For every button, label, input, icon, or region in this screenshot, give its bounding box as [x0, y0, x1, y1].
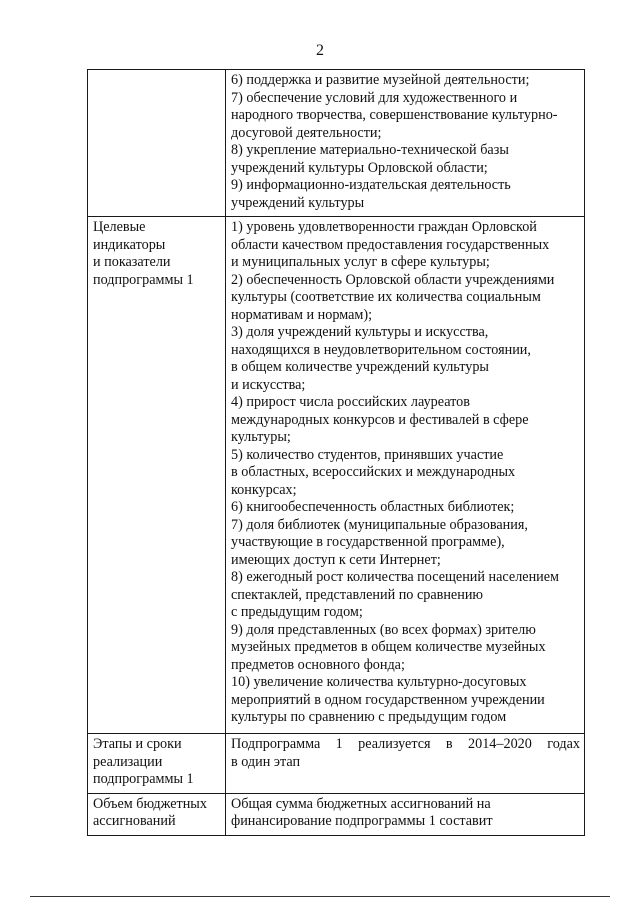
- passport-table: [87, 69, 585, 836]
- label-line: реализации: [93, 753, 163, 770]
- text-line: имеющих доступ к сети Интернет;: [231, 551, 441, 568]
- text-line: учреждений культуры Орловской области;: [231, 159, 488, 176]
- text-line: с предыдущим годом;: [231, 604, 363, 620]
- text-line: учреждений культуры: [231, 194, 365, 211]
- label-line: ассигнований: [93, 813, 176, 829]
- text-line: 2) обеспеченность Орловской области учреждениями: [231, 271, 555, 288]
- text-line: 8) ежегодный рост количества посещений населением: [231, 569, 560, 585]
- row-value-indicators: [226, 217, 585, 734]
- text-line: предметов основного фонда;: [231, 656, 405, 673]
- text-line: досуговой деятельности;: [231, 124, 382, 141]
- label-line: Целевые: [93, 219, 146, 235]
- text-line: в областных, всероссийских и международных: [231, 464, 516, 480]
- text-line: области качеством предоставления государственных: [231, 236, 550, 253]
- text-line: народного творчества, совершенствование культурно-: [231, 107, 558, 123]
- text-line: культуры;: [231, 429, 291, 445]
- label-line: подпрограммы 1: [93, 771, 194, 787]
- text-line: культуры (соответствие их количества социальным: [231, 289, 541, 305]
- text-line: 3) доля учреждений культуры и искусства,: [231, 324, 489, 340]
- text-line: международных конкурсов и фестивалей в сфере: [231, 411, 529, 428]
- text-line: участвующие в государственной программе),: [231, 534, 505, 550]
- table-row: [88, 217, 585, 734]
- text-line: спектаклей, представлений по сравнению: [231, 586, 484, 603]
- text-line: Общая сумма бюджетных ассигнований на: [231, 795, 491, 812]
- text-line: музейных предметов в общем количестве музейных: [231, 639, 546, 655]
- text-line: 6) поддержка и развитие музейной деятельности;: [231, 72, 530, 88]
- text-line: 5) количество студентов, принявших участие: [231, 446, 504, 463]
- text-line: 1) уровень удовлетворенности граждан Орловской: [231, 219, 537, 235]
- text-line: находящихся в неудовлетворительном состоянии,: [231, 341, 531, 358]
- label-line: подпрограммы 1: [93, 271, 194, 288]
- text-line: и муниципальных услуг в сфере культуры;: [231, 254, 490, 270]
- row-value-stages: [226, 734, 585, 794]
- text-line: Подпрограмма 1 реализуется в 2014–2020 годах: [231, 736, 580, 752]
- text-line: конкурсах;: [231, 481, 297, 498]
- text-line: 8) укрепление материально-технической базы: [231, 142, 509, 158]
- text-line: 10) увеличение количества культурно-досуговых: [231, 674, 527, 690]
- row-label-budget: [88, 793, 226, 835]
- text-line: 7) доля библиотек (муниципальные образования,: [231, 516, 528, 533]
- page-bottom-rule: [30, 896, 610, 897]
- text-line: мероприятий в одном государственном учреждении: [231, 691, 545, 708]
- page-number: 2: [316, 42, 324, 59]
- text-line: 4) прирост числа российских лауреатов: [231, 394, 470, 410]
- row-label-stages: [88, 734, 226, 794]
- table-row: [88, 70, 585, 217]
- row-label: [88, 70, 226, 217]
- text-line: 7) обеспечение условий для художественного и: [231, 89, 518, 106]
- text-line: 9) доля представленных (во всех формах) зрителю: [231, 621, 536, 638]
- row-label-indicators: [88, 217, 226, 734]
- label-line: индикаторы: [93, 236, 166, 253]
- table-row: [88, 793, 585, 835]
- text-line: и искусства;: [231, 376, 306, 393]
- text-line: в один этап: [231, 753, 301, 770]
- text-line: финансирование подпрограммы 1 составит: [231, 813, 493, 829]
- text-line: в общем количестве учреждений культуры: [231, 359, 489, 375]
- label-line: Этапы и сроки: [93, 736, 182, 752]
- text-line: нормативам и нормам);: [231, 306, 373, 323]
- label-line: Объем бюджетных: [93, 795, 207, 812]
- table-row: [88, 734, 585, 794]
- text-line: культуры по сравнению с предыдущим годом: [231, 709, 507, 725]
- row-value-budget: [226, 793, 585, 835]
- text-line: 9) информационно-издательская деятельность: [231, 177, 511, 193]
- row-value-tasks: [226, 70, 585, 217]
- text-line: 6) книгообеспеченность областных библиотек;: [231, 499, 515, 515]
- label-line: и показатели: [93, 254, 171, 270]
